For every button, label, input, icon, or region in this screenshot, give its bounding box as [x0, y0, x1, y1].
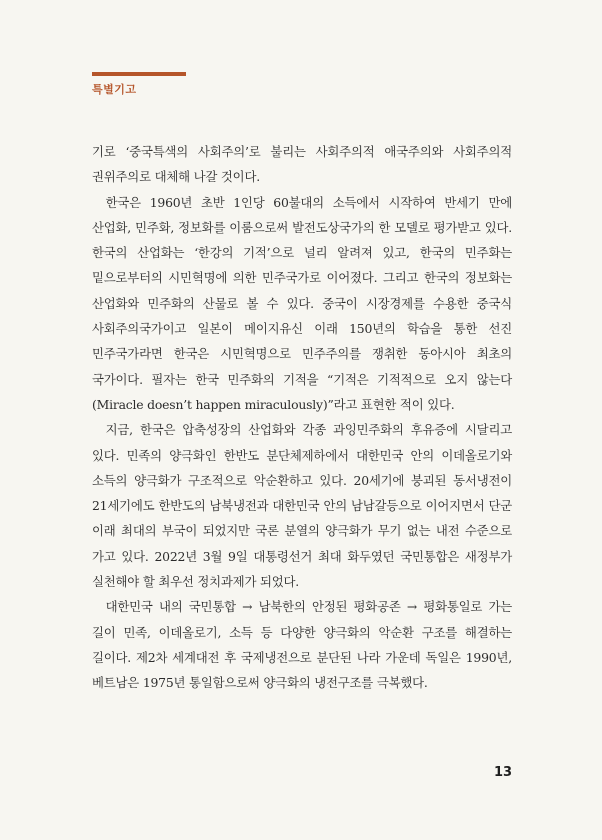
paragraph: 대한민국 내의 국민통합 → 남북한의 안정된 평화공존 → 평화통일로 가는 길이 민족, 이데올로기, 소득 등 다양한 양극화의 악순환 구조를 해결하는 길이다. 제2차 세계대전 후 국제냉전으로 분단된 나라 가운데 독일은 1990년, 베트남은 1975년 통일함으로써 양극화의 냉전구조를 극복했다.	[92, 599, 512, 691]
section-label: 특별기고	[92, 83, 137, 96]
page-number: 13	[494, 765, 513, 780]
paragraph: 한국은 1960년 초반 1인당 60불대의 소득에서 시작하여 반세기 만에 산업화, 민주화, 정보화를 이룸으로써 발전도상국가의 한 모델로 평가받고 있다. 한국의 산업화는 ‘한강의 기적’으로 널리 알려져 있고, 한국의 민주화는 밑으로부터의 시민혁명에 의한 민주국가로 이어졌다. 그리고 한국의 정보화는 산업화와 민주화의 산물로 볼 수 있다. 중국이 시장경제를 수용한 중국식 사회주의국가이고 일본이 메이지유신 이래 150년의 학습을 통한 선진 민주국가라면 한국은 시민혁명으로 민주주의를 쟁취한 동아시아 최초의 국가이다. 필자는 한국 민주화의 기적을 “기적은 기적적으로 오지 않는다(Miracle doesn’t happen miraculously)”라고 표현한 적이 있다.	[92, 194, 512, 412]
article-body	[92, 139, 512, 696]
paragraph: 기로 ‘중국특색의 사회주의’로 불리는 사회주의적 애국주의와 사회주의적 권위주의로 대체해 나갈 것이다.	[92, 144, 512, 185]
paragraph: 지금, 한국은 압축성장의 산업화와 각종 과잉민주화의 후유증에 시달리고 있다. 민족의 양극화인 한반도 분단체제하에서 대한민국 안의 이데올로기와 소득의 양극화가 구조적으로 악순환하고 있다. 20세기에 붕괴된 동서냉전이 21세기에도 한반도의 남북냉전과 대한민국 안의 남남갈등으로 이어지면서 단군 이래 최대의 부국이 되었지만 국론 분열의 양극화가 무기 없는 내전 수준으로 가고 있다. 2022년 3월 9일 대통령선거 최대 화두였던 국민통합은 새정부가 실천해야 할 최우선 정치과제가 되었다.	[92, 422, 512, 590]
header-accent-bar	[92, 72, 186, 76]
